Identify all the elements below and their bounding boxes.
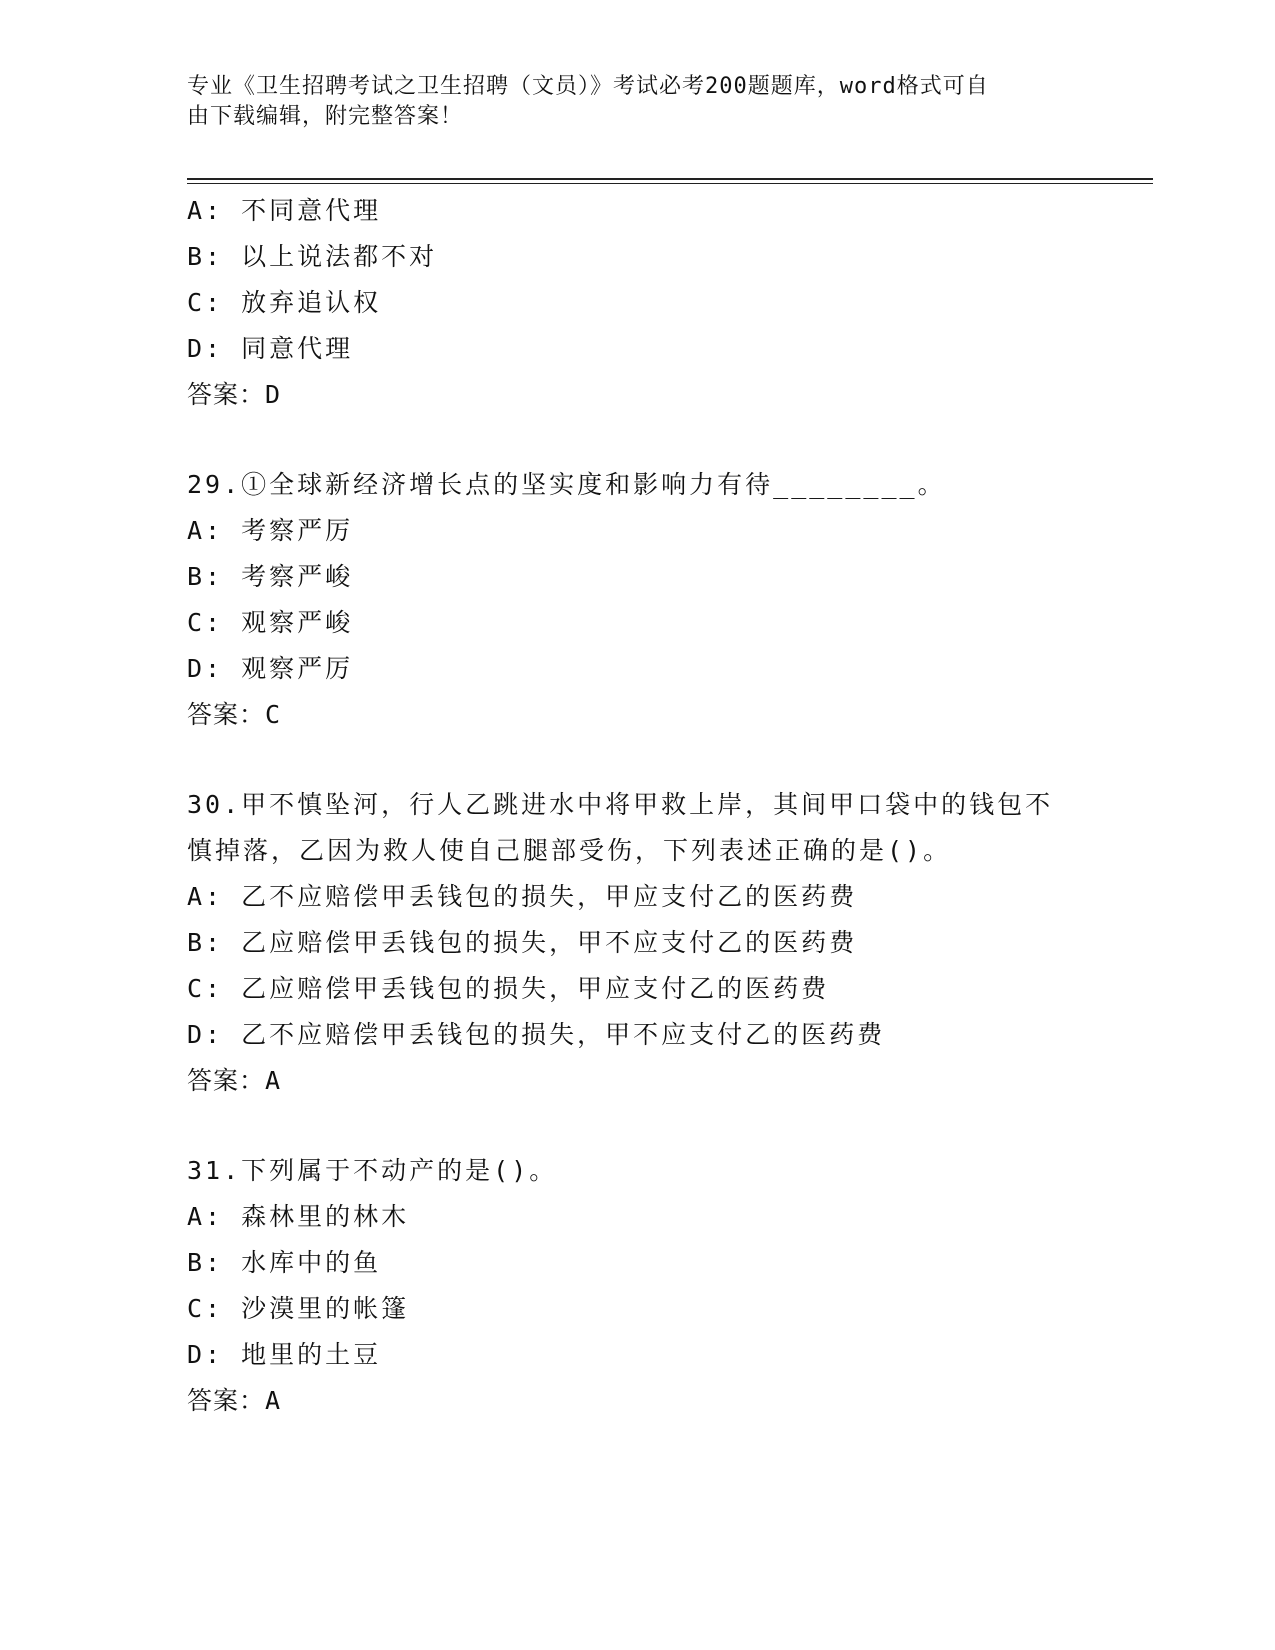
option-b: B: 考察严峻	[187, 562, 354, 591]
answer-value: A	[265, 1386, 282, 1415]
question-31	[187, 1148, 1087, 1424]
question-list	[187, 188, 1087, 1424]
option-b: B: 以上说法都不对	[187, 242, 438, 271]
question-29	[187, 462, 1087, 738]
answer-line: 答案：D	[187, 380, 282, 409]
option-d: D: 地里的土豆	[187, 1340, 382, 1369]
option-a: A: 不同意代理	[187, 196, 382, 225]
option-c: C: 放弃追认权	[187, 288, 382, 317]
question-stem: 31.下列属于不动产的是()。	[187, 1156, 558, 1185]
header-line-1: 专业《卫生招聘考试之卫生招聘（文员）》考试必考200题题库，word格式可自	[187, 74, 989, 99]
answer-value: D	[265, 380, 282, 409]
option-d: D: 同意代理	[187, 334, 354, 363]
option-a: A: 乙不应赔偿甲丢钱包的损失，甲应支付乙的医药费	[187, 882, 858, 911]
header-divider-thick	[187, 178, 1153, 180]
answer-line: 答案：A	[187, 1386, 282, 1415]
answer-line: 答案：A	[187, 1066, 282, 1095]
option-a: A: 考察严厉	[187, 516, 354, 545]
question-30	[187, 782, 1087, 1104]
option-d: D: 观察严厉	[187, 654, 354, 683]
option-d: D: 乙不应赔偿甲丢钱包的损失，甲不应支付乙的医药费	[187, 1020, 886, 1049]
option-b: B: 乙应赔偿甲丢钱包的损失，甲不应支付乙的医药费	[187, 928, 858, 957]
answer-value: C	[265, 700, 282, 729]
header-divider-thin	[187, 183, 1153, 184]
question-stem-line-2: 慎掉落，乙因为救人使自己腿部受伤，下列表述正确的是()。	[187, 836, 952, 865]
question-28	[187, 188, 1087, 418]
question-stem: 29.①全球新经济增长点的坚实度和影响力有待________。	[187, 470, 946, 499]
option-c: C: 乙应赔偿甲丢钱包的损失，甲应支付乙的医药费	[187, 974, 830, 1003]
option-c: C: 沙漠里的帐篷	[187, 1294, 410, 1323]
option-b: B: 水库中的鱼	[187, 1248, 382, 1277]
answer-line: 答案：C	[187, 700, 282, 729]
header-line-2: 由下载编辑，附完整答案！	[187, 104, 464, 129]
option-a: A: 森林里的林木	[187, 1202, 410, 1231]
document-header	[187, 72, 1087, 132]
answer-value: A	[265, 1066, 282, 1095]
option-c: C: 观察严峻	[187, 608, 354, 637]
question-stem-line-1: 30.甲不慎坠河，行人乙跳进水中将甲救上岸，其间甲口袋中的钱包不	[187, 790, 1054, 819]
